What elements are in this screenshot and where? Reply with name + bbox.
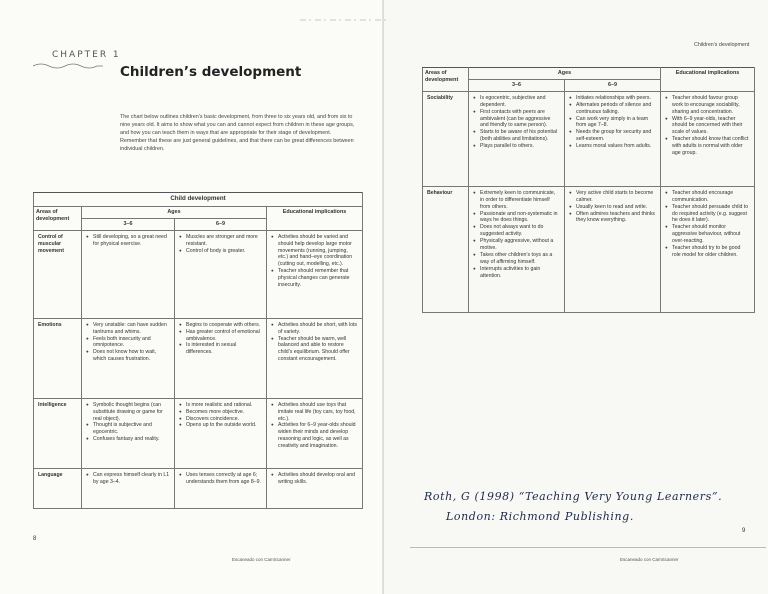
scan-artifact [300, 18, 390, 22]
list-item: ● Teacher should persuade child to do required activity (e.g. suggest he does it later). [665, 204, 750, 225]
list-item: ● Often admires teachers and thinks they know everything. [569, 211, 656, 225]
table-row [423, 186, 755, 312]
list-item: ● Teacher should encourage communication. [665, 190, 750, 204]
list-item: ● Starts to be aware of his potential (both abilities and limitations). [473, 129, 560, 143]
header-educational: Educational implications [267, 206, 363, 230]
a69-cell [175, 230, 267, 318]
bullet-list [271, 472, 358, 486]
list-item: ● Control of body is greater. [179, 248, 262, 255]
a69-cell [175, 398, 267, 468]
bullet-list [271, 322, 358, 363]
a36-cell [469, 186, 565, 312]
list-item: ● Activities for 6–9 year-olds should widen their minds and develop reasoning and logic, as well as creativity and imagination. [271, 422, 358, 450]
bullet-list [473, 95, 560, 150]
list-item: ● Uses tenses correctly at age 6; understands them from age 8–9. [179, 472, 262, 486]
list-item: ● Does not always want to do suggested activity. [473, 224, 560, 238]
bullet-list [179, 472, 262, 486]
a36-cell [82, 398, 175, 468]
table-caption: Child development [34, 193, 363, 207]
header-educational: Educational implications [661, 68, 755, 92]
list-item: ● Does not know how to wait, which causes frustration. [86, 349, 170, 363]
header-age-6-9: 6–9 [565, 79, 661, 91]
list-item: ● Thought is subjective and egocentric. [86, 422, 170, 436]
area-cell: Language [34, 468, 82, 508]
child-development-table-right [422, 67, 755, 313]
edu-cell [267, 468, 363, 508]
a69-cell [175, 318, 267, 398]
list-item: ● Needs the group for security and self-esteem. [569, 129, 656, 143]
list-item: ● Teacher should monitor aggressive behaviour, without over-reacting. [665, 224, 750, 245]
a69-cell [565, 91, 661, 186]
edu-cell [267, 398, 363, 468]
list-item: ● Begins to cooperate with others. [179, 322, 262, 329]
bullet-list [271, 402, 358, 450]
bullet-list [86, 472, 170, 486]
edu-cell [661, 186, 755, 312]
list-item: ● Has greater control of emotional ambivalence. [179, 329, 262, 343]
chapter-title: Children’s development [120, 64, 302, 80]
area-cell: Sociability [423, 91, 469, 186]
area-cell: Emotions [34, 318, 82, 398]
list-item: ● Learns moral values from adults. [569, 143, 656, 150]
list-item: ● Activities should use toys that imitate real life (toy cars, toy food, etc.). [271, 402, 358, 423]
child-development-table-left [33, 192, 363, 509]
handwritten-citation-line-2: London: Richmond Publishing. [446, 510, 634, 523]
list-item: ● Plays parallel to others. [473, 143, 560, 150]
running-header: Children’s development [694, 42, 750, 48]
list-item: ● Opens up to the outside world. [179, 422, 262, 429]
list-item: ● Usually keen to read and write. [569, 204, 656, 211]
header-age-6-9: 6–9 [175, 218, 267, 230]
table-row [34, 468, 363, 508]
bullet-list [86, 234, 170, 248]
handwritten-citation-line-1: Roth, G (1998) “Teaching Very Young Learners”. [424, 490, 723, 503]
header-areas: Areas of development [423, 68, 469, 92]
bullet-list [569, 190, 656, 225]
bullet-list [665, 190, 750, 259]
table-row [34, 318, 363, 398]
bullet-list [86, 322, 170, 363]
list-item: ● Very active child starts to become calmer. [569, 190, 656, 204]
list-item: ● Interrupts activities to gain attention. [473, 266, 560, 280]
list-item: ● With 6–9 year-olds, teacher should be concerned with their scale of values. [665, 116, 750, 137]
list-item: ● Alternates periods of silence and continuous talking. [569, 102, 656, 116]
list-item: ● Discovers coincidence. [179, 416, 262, 423]
list-item: ● Activities should be varied and should help develop large motor movements (running, jumping, etc.) and hand–eye coordination (cutting out, modelling, etc.). [271, 234, 358, 269]
scan-divider [410, 547, 766, 548]
right-table-body [423, 91, 755, 312]
a69-cell [175, 468, 267, 508]
left-table-body [34, 230, 363, 508]
page-number-right: 9 [742, 528, 746, 534]
header-ages: Ages [469, 68, 661, 80]
bullet-list [179, 402, 262, 430]
edu-cell [267, 230, 363, 318]
list-item: ● Physically aggressive, without a motive. [473, 238, 560, 252]
list-item: ● Takes other children’s toys as a way of affirming himself. [473, 252, 560, 266]
area-cell: Behaviour [423, 186, 469, 312]
list-item: ● Activities should develop oral and writing skills. [271, 472, 358, 486]
list-item: ● Teacher should try to be good role model for older children. [665, 245, 750, 259]
chapter-squiggle-ornament [33, 62, 103, 70]
header-age-3-6: 3–6 [469, 79, 565, 91]
chapter-label: CHAPTER 1 [52, 50, 121, 60]
list-item: ● Is interested in sexual differences. [179, 342, 262, 356]
bullet-list [179, 322, 262, 357]
bullet-list [665, 95, 750, 157]
list-item: ● Still developing, so a great need for physical exercise. [86, 234, 170, 248]
header-areas: Areas of development [34, 206, 82, 230]
header-ages: Ages [82, 206, 267, 218]
list-item: ● Can express himself clearly in L1 by age 3–4. [86, 472, 170, 486]
list-item: ● Confuses fantasy and reality. [86, 436, 170, 443]
list-item: ● Teacher should know that conflict with adults is normal with older age group. [665, 136, 750, 157]
page-number-left: 8 [33, 536, 37, 542]
table-row [34, 230, 363, 318]
area-cell: Intelligence [34, 398, 82, 468]
list-item: ● Is egocentric, subjective and dependent. [473, 95, 560, 109]
header-age-3-6: 3–6 [82, 218, 175, 230]
a36-cell [469, 91, 565, 186]
list-item: ● Symbolic thought begins (can substitute drawing or game for real object). [86, 402, 170, 423]
list-item: ● Feels both insecurity and omnipotence. [86, 336, 170, 350]
edu-cell [267, 318, 363, 398]
list-item: ● Very unstable: can have sudden tantrums and whims. [86, 322, 170, 336]
bullet-list [569, 95, 656, 150]
table-row [34, 398, 363, 468]
list-item: ● Teacher should be warm, well balanced and able to restore child’s equilibrium. Should offer constant encouragement. [271, 336, 358, 364]
bullet-list [86, 402, 170, 443]
list-item: ● Extremely keen to communicate, in order to differentiate himself from others. [473, 190, 560, 211]
intro-paragraph: The chart below outlines children’s basic development, from three to six years old, and from six to nine years old. It aims to show what you can and cannot expect from children in these age groups, and how you can teach them in ways that are appropriate for their stage of development. Remember that these are just general guidelines, and that there can be great differences between individual children. [120, 114, 355, 152]
list-item: ● Is more realistic and rational. [179, 402, 262, 409]
bullet-list [271, 234, 358, 289]
bullet-list [473, 190, 560, 280]
list-item: ● Activities should be short, with lots of variety. [271, 322, 358, 336]
list-item: ● Passionate and non-systematic in ways he does things. [473, 211, 560, 225]
list-item: ● Teacher should remember that physical changes can generate insecurity. [271, 268, 358, 289]
list-item: ● Can work very simply in a team from age 7–8. [569, 116, 656, 130]
list-item: ● Teacher should favour group work to encourage sociability, sharing and concentration. [665, 95, 750, 116]
area-cell: Control of muscular movement [34, 230, 82, 318]
edu-cell [661, 91, 755, 186]
list-item: ● Initiates relationships with peers. [569, 95, 656, 102]
list-item: ● Muscles are stronger and more resistant. [179, 234, 262, 248]
list-item: ● Becomes more objective. [179, 409, 262, 416]
bullet-list [179, 234, 262, 255]
table-row [423, 91, 755, 186]
a36-cell [82, 318, 175, 398]
a69-cell [565, 186, 661, 312]
scanned-note-right: Escaneado con CamScanner [620, 557, 679, 562]
scanned-note-left: Escaneado con CamScanner [232, 557, 291, 562]
a36-cell [82, 468, 175, 508]
list-item: ● First contacts with peers are ambivalent (can be aggressive and friendly to same person). [473, 109, 560, 130]
a36-cell [82, 230, 175, 318]
